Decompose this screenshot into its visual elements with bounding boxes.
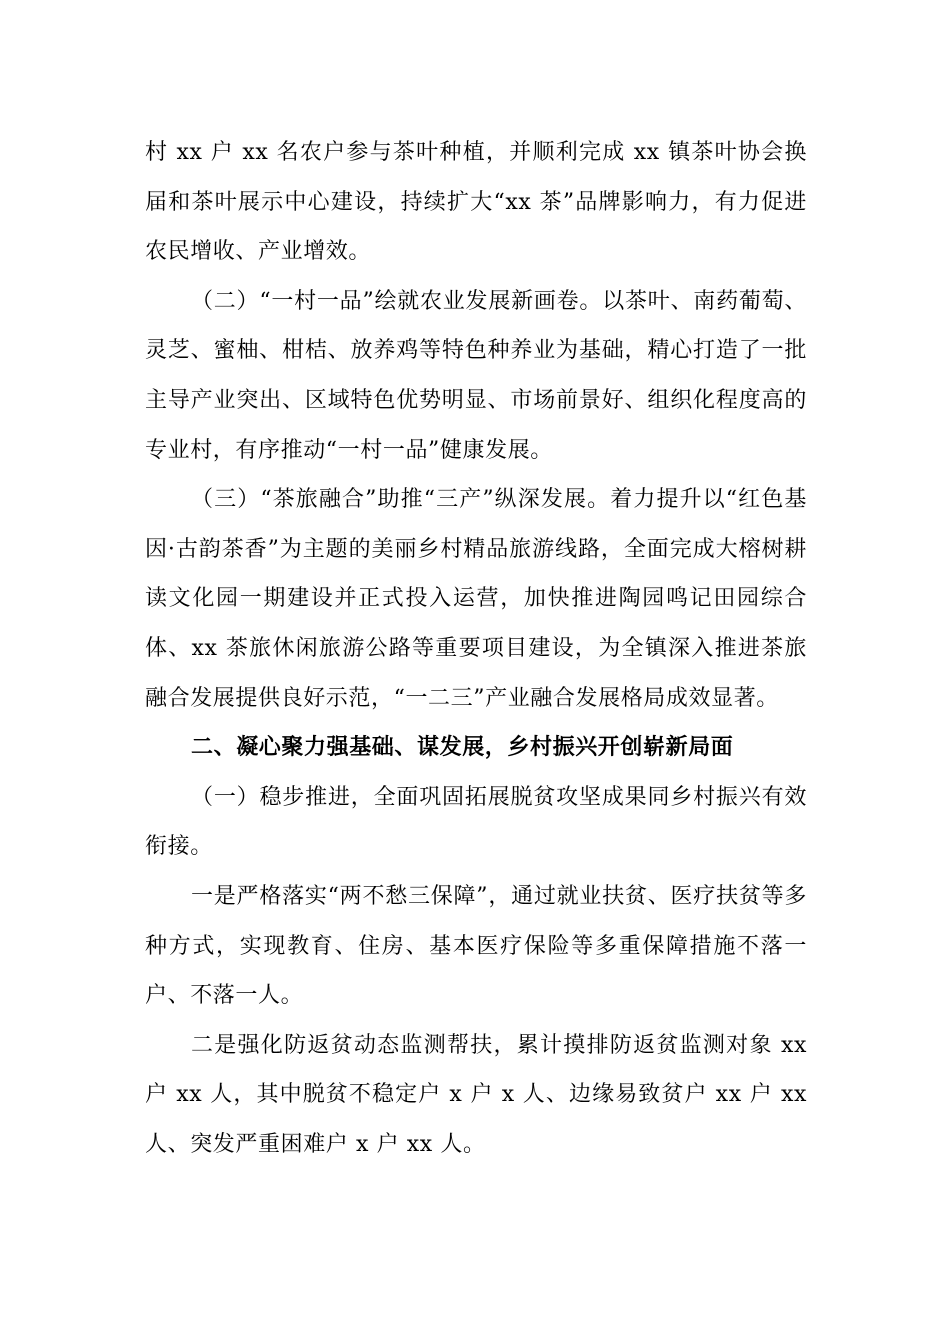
section-heading: 二、凝心聚力强基础、谋发展，乡村振兴开创崭新局面 (191, 734, 734, 761)
paragraph-tea-tourism: （三）“茶旅融合”助推“三产”纵深发展。着力提升以“红色基因·古韵茶香”为主题的美丽乡村精品旅游线路，全面完成大榕树耕读文化园一期建设并正式投入运营，加快推进陶园鸣记田园综合体、xx 茶旅休闲旅游公路等重要项目建设，为全镇深入推进茶旅融合发展提供良好示范，“一二三”产业融合发展格局成效显著。 (145, 487, 807, 711)
paragraph-consolidate-poverty: （一）稳步推进，全面巩固拓展脱贫攻坚成果同乡村振兴有效衔接。 (145, 784, 807, 860)
paragraph-two-no-worries: 一是严格落实“两不愁三保障”，通过就业扶贫、医疗扶贫等多种方式，实现教育、住房、基本医疗保险等多重保障措施不落一户、不落一人。 (145, 883, 807, 1009)
paragraph-monitoring: 二是强化防返贫动态监测帮扶，累计摸排防返贫监测对象 xx 户 xx 人，其中脱贫不稳定户 x 户 x 人、边缘易致贫户 xx 户 xx 人、突发严重困难户 x 户 xx 人。 (145, 1032, 807, 1157)
paragraph-continuation: 村 xx 户 xx 名农户参与茶叶种植，并顺利完成 xx 镇茶叶协会换届和茶叶展示中心建设，持续扩大“xx 茶”品牌影响力，有力促进农民增收、产业增效。 (145, 140, 807, 265)
document-body (145, 128, 807, 1169)
paragraph-one-village-one-product: （二）“一村一品”绘就农业发展新画卷。以茶叶、南药葡萄、灵芝、蜜柚、柑桔、放养鸡等特色种养业为基础，精心打造了一批主导产业突出、区域特色优势明显、市场前景好、组织化程度高的专业村，有序推动“一村一品”健康发展。 (145, 288, 807, 463)
